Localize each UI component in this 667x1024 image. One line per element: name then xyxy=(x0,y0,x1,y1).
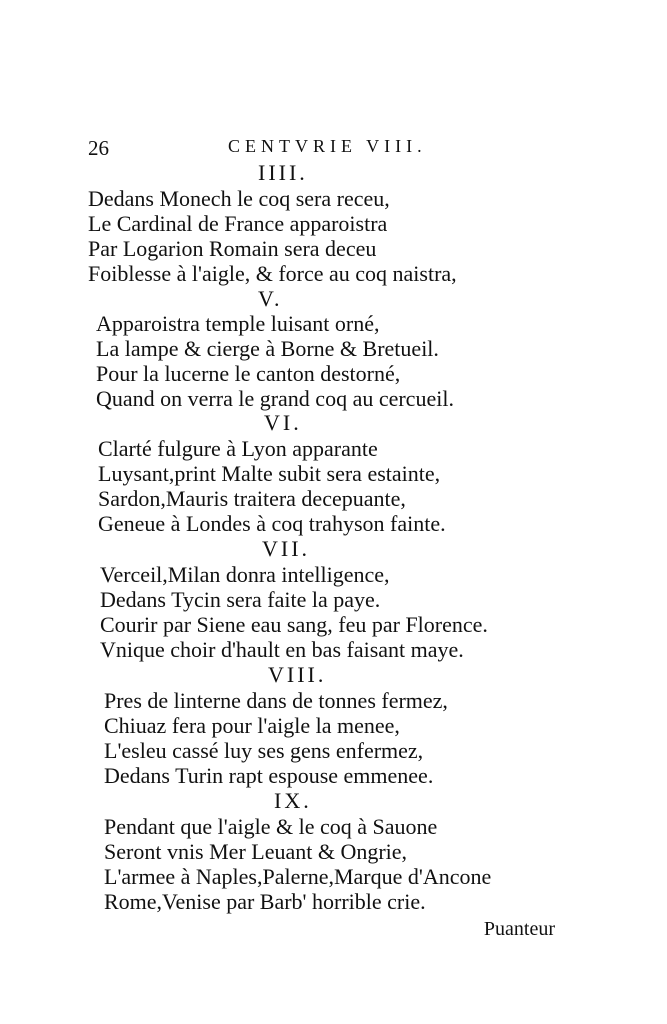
verse-line: Verceil,Milan donra intelligence, xyxy=(100,562,390,587)
quatrain-number: IIII. xyxy=(258,160,308,185)
verse-line: Pendant que l'aigle & le coq à Sauone xyxy=(104,814,438,839)
verse-line: Rome,Venise par Barb' horrible crie. xyxy=(104,889,426,914)
verse-line: Quand on verra le grand coq au cercueil. xyxy=(96,386,454,411)
quatrain-number: V. xyxy=(258,286,283,311)
verse-line: Pres de linterne dans de tonnes fermez, xyxy=(104,688,448,713)
quatrain-number: VIII. xyxy=(268,662,327,687)
verse-line: Par Logarion Romain sera deceu xyxy=(88,236,377,261)
page-number: 26 xyxy=(88,136,109,160)
verse-line: Dedans Turin rapt espouse emmenee. xyxy=(104,763,434,788)
quatrain-number: IX. xyxy=(274,788,312,813)
verse-line: Le Cardinal de France apparoistra xyxy=(88,211,388,236)
catchword: Puanteur xyxy=(483,918,555,940)
verse-line: Pour la lucerne le canton destorné, xyxy=(96,361,401,386)
verse-line: La lampe & cierge à Borne & Bretueil. xyxy=(96,336,439,361)
verse-line: Courir par Siene eau sang, feu par Florence. xyxy=(100,612,488,637)
page-header xyxy=(88,136,558,162)
verse-line: Sardon,Mauris traitera decepuante, xyxy=(98,486,406,511)
verse-line: Geneue à Londes à coq trahyson fainte. xyxy=(98,511,446,536)
running-title: CENTVRIE VIII. xyxy=(228,136,427,156)
verse-line: Apparoistra temple luisant orné, xyxy=(96,311,380,336)
verse-line: Seront vnis Mer Leuant & Ongrie, xyxy=(104,839,408,864)
quatrain-number: VI. xyxy=(264,410,302,435)
verse-line: Dedans Tycin sera faite la paye. xyxy=(100,587,381,612)
quatrain-number: VII. xyxy=(262,536,311,561)
verse-line: Chiuaz fera pour l'aigle la menee, xyxy=(104,713,400,738)
verse-line: Dedans Monech le coq sera receu, xyxy=(88,186,390,211)
verse-line: Foiblesse à l'aigle, & force au coq naistra, xyxy=(88,261,457,286)
verse-line: Luysant,print Malte subit sera estainte, xyxy=(98,461,441,486)
verse-line: L'esleu cassé luy ses gens enfermez, xyxy=(104,738,424,763)
verse-line: Vnique choir d'hault en bas faisant maye. xyxy=(100,637,464,662)
verse-line: Clarté fulgure à Lyon apparante xyxy=(98,436,378,461)
verse-line: L'armee à Naples,Palerne,Marque d'Ancone xyxy=(104,864,492,889)
